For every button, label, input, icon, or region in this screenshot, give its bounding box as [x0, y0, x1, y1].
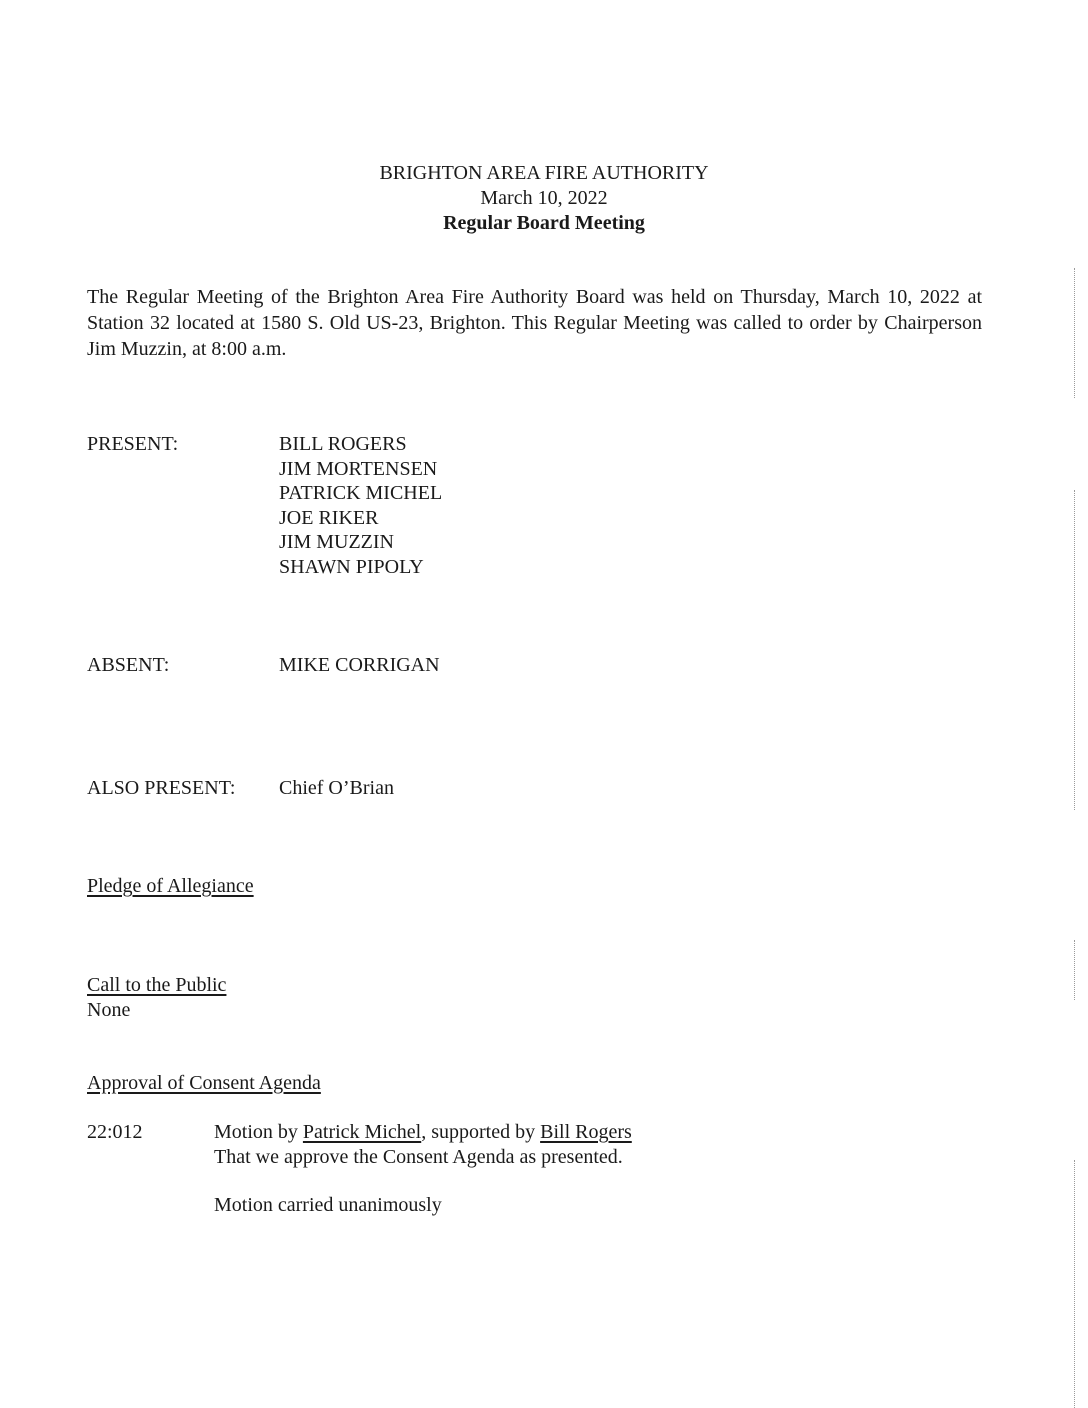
scan-artifact	[1074, 490, 1076, 810]
scan-artifact	[1074, 940, 1076, 1000]
present-name: SHAWN PIPOLY	[279, 555, 424, 578]
present-name: PATRICK MICHEL	[279, 482, 443, 505]
pledge-heading: Pledge of Allegiance	[87, 875, 254, 897]
call-public-heading: Call to the Public	[87, 974, 227, 996]
meeting-title: Regular Board Meeting	[443, 212, 645, 234]
meeting-date: March 10, 2022	[480, 187, 608, 209]
present-name: JIM MORTENSEN	[279, 457, 438, 480]
org-name: BRIGHTON AREA FIRE AUTHORITY	[379, 162, 709, 184]
intro-paragraph: The Regular Meeting of the Brighton Area Fire Authority Board was held on Thursday, March 10, 2022 at Station 32 located at 1580 S. Old US-23, Brighton. This Regular Meeting was called to order by Chairperson Jim Muzzin, at 8:00 a.m.	[87, 286, 982, 360]
absent-name: MIKE CORRIGAN	[279, 654, 440, 676]
motion-supporter: Bill Rogers	[540, 1121, 632, 1143]
motion-mover: Patrick Michel	[302, 1121, 422, 1143]
motion-result: Motion carried unanimously	[214, 1194, 442, 1216]
consent-heading: Approval of Consent Agenda	[87, 1072, 321, 1094]
present-name: BILL ROGERS	[279, 433, 407, 455]
motion-number: 22:012	[87, 1121, 143, 1143]
also-present-label: ALSO PRESENT:	[87, 777, 236, 799]
scan-artifact	[1074, 268, 1076, 398]
motion-text: That we approve the Consent Agenda as presented.	[214, 1146, 623, 1168]
absent-label: ABSENT:	[87, 654, 170, 676]
motion-supported: , supported by	[421, 1121, 541, 1143]
motion-prefix: Motion by	[214, 1121, 303, 1143]
present-name: JOE RIKER	[279, 506, 379, 529]
call-public-text: None	[87, 999, 131, 1021]
present-label: PRESENT:	[87, 433, 179, 455]
present-list	[279, 432, 442, 580]
present-name: JIM MUZZIN	[279, 531, 394, 554]
motion-line	[214, 1120, 632, 1144]
also-present-name: Chief O’Brian	[279, 777, 394, 799]
scan-artifact	[1074, 1160, 1076, 1408]
